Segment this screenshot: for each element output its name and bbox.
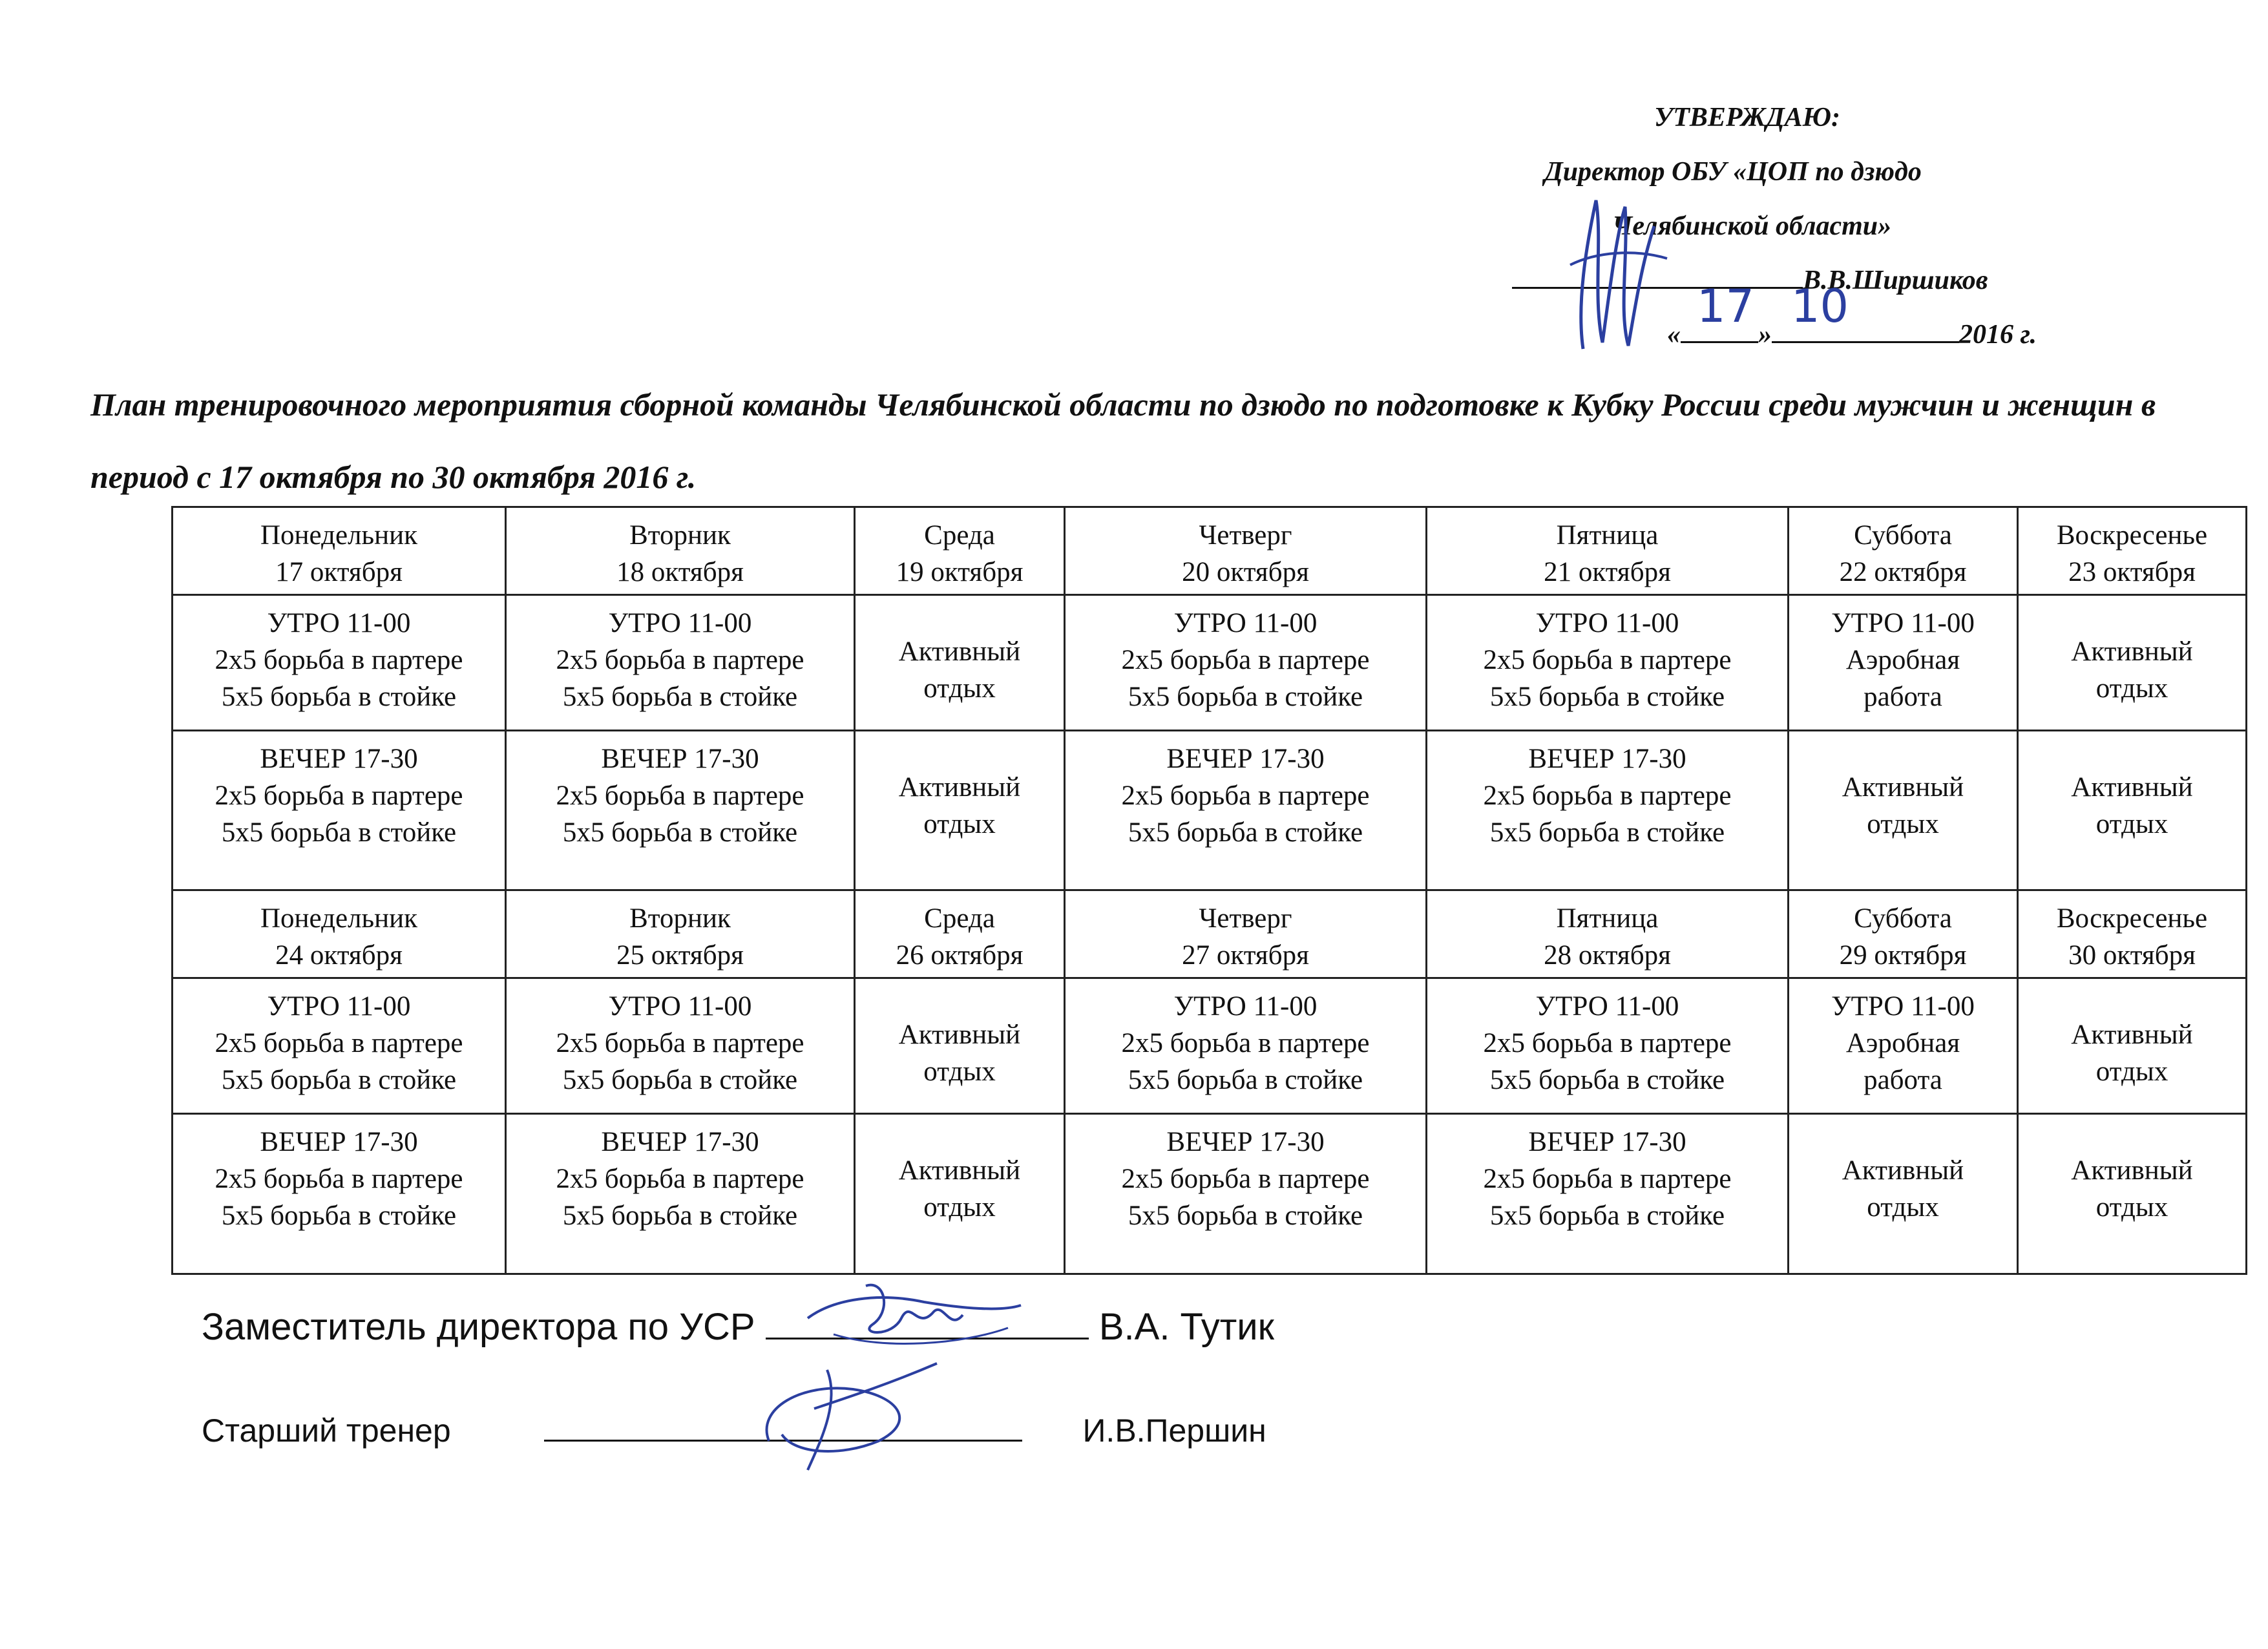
cell-line: УТРО 11-00 [267, 991, 411, 1022]
cell-line: ВЕЧЕР 17-30 [1528, 743, 1686, 774]
cell-line: 5х5 борьба в стойке [562, 1201, 798, 1232]
evening-session-row [173, 730, 2247, 890]
cell-line: 5х5 борьба в стойке [1489, 817, 1725, 848]
cell-line: 2х5 борьба в партере [1121, 1028, 1370, 1059]
cell-line: ВЕЧЕР 17-30 [601, 1127, 759, 1158]
day-name: Суббота [1854, 520, 1952, 551]
evening-session-cell [855, 1114, 1065, 1274]
cell-line: 5х5 борьба в стойке [562, 1065, 798, 1096]
evening-session-cell [506, 1114, 855, 1274]
evening-session-cell [855, 730, 1065, 890]
cell-line: 2х5 борьба в партере [1121, 1164, 1370, 1195]
cell-line: 2х5 борьба в партере [1121, 780, 1370, 811]
day-header-cell [2018, 890, 2247, 978]
evening-session-cell [1065, 1114, 1427, 1274]
cell-line: 5х5 борьба в стойке [562, 681, 798, 712]
day-header-cell [855, 507, 1065, 595]
cell-line: 5х5 борьба в стойке [221, 817, 457, 848]
cell-line: Активный [2071, 772, 2193, 803]
approval-title: УТВЕРЖДАЮ: [1654, 103, 1840, 132]
cell-line: отдых [1867, 1192, 1939, 1223]
morning-session-cell [2018, 978, 2247, 1114]
morning-session-cell [2018, 594, 2247, 730]
day-name: Пятница [1556, 520, 1659, 551]
plan-title: План тренировочного мероприятия сборной команды Челябинской области по дзюдо по подготовке к Кубку России среди мужчин и женщин в период с 17 октября по 30 октября 2016 г. [90, 386, 2156, 495]
cell-line: УТРО 11-00 [1535, 991, 1679, 1022]
cell-line: отдых [2095, 1192, 2168, 1223]
morning-session-cell [855, 594, 1065, 730]
day-name: Пятница [1556, 903, 1659, 934]
cell-line: Активный [898, 1155, 1021, 1186]
morning-session-cell [1789, 594, 2018, 730]
cell-line: 5х5 борьба в стойке [1489, 681, 1725, 712]
approval-position-line1: Директор ОБУ «ЦОП по дзюдо [1544, 157, 1922, 187]
morning-session-cell [506, 594, 855, 730]
cell-line: 5х5 борьба в стойке [221, 681, 457, 712]
day-date: 17 октября [275, 557, 403, 587]
cell-line: УТРО 11-00 [1535, 607, 1679, 638]
deputy-signature-line [202, 1305, 1274, 1349]
cell-line: 2х5 борьба в партере [1483, 1164, 1732, 1195]
cell-line: отдых [923, 1056, 996, 1087]
cell-line: Активный [2071, 1155, 2193, 1186]
evening-session-cell [173, 1114, 506, 1274]
day-date: 22 октября [1839, 557, 1967, 587]
cell-line: УТРО 11-00 [1831, 991, 1975, 1022]
cell-line: 5х5 борьба в стойке [1489, 1201, 1725, 1232]
morning-session-cell [855, 978, 1065, 1114]
cell-line: 2х5 борьба в партере [215, 644, 463, 675]
cell-line: Активный [2071, 636, 2193, 667]
morning-session-cell [1427, 594, 1789, 730]
cell-line: 2х5 борьба в партере [215, 1164, 463, 1195]
evening-session-cell [2018, 730, 2247, 890]
day-header-cell [506, 507, 855, 595]
evening-session-cell [1789, 730, 2018, 890]
morning-session-row [173, 594, 2247, 730]
day-name: Суббота [1854, 903, 1952, 934]
day-header-cell [855, 890, 1065, 978]
cell-line: 2х5 борьба в партере [215, 1028, 463, 1059]
morning-session-cell [1789, 978, 2018, 1114]
cell-line: 2х5 борьба в партере [556, 1028, 804, 1059]
day-date: 27 октября [1182, 940, 1309, 971]
cell-line: 5х5 борьба в стойке [562, 817, 798, 848]
cell-line: 5х5 борьба в стойке [1128, 1065, 1363, 1096]
cell-line: Аэробная [1845, 1028, 1960, 1059]
day-date: 18 октября [616, 557, 744, 587]
cell-line: ВЕЧЕР 17-30 [1166, 743, 1325, 774]
schedule-table [171, 506, 2247, 1275]
day-header-cell [1065, 507, 1427, 595]
day-date: 29 октября [1839, 940, 1967, 971]
day-header-cell [1427, 890, 1789, 978]
evening-session-row [173, 1114, 2247, 1274]
day-name: Четверг [1199, 903, 1292, 934]
cell-line: УТРО 11-00 [267, 607, 411, 638]
day-date: 21 октября [1544, 557, 1671, 587]
director-signature [1557, 187, 1674, 355]
cell-line: УТРО 11-00 [608, 607, 752, 638]
day-header-cell [1789, 890, 2018, 978]
day-date: 30 октября [2068, 940, 2196, 971]
day-header-cell [1065, 890, 1427, 978]
cell-line: Аэробная [1845, 644, 1960, 675]
date-day-blank [1681, 280, 1758, 343]
cell-line: 2х5 борьба в партере [556, 1164, 804, 1195]
evening-session-cell [506, 730, 855, 890]
week-header-row [173, 890, 2247, 978]
day-header-cell [173, 890, 506, 978]
cell-line: работа [1864, 1065, 1942, 1096]
cell-line: отдых [923, 673, 996, 704]
date-year: 2016 г. [1959, 320, 2037, 350]
morning-session-cell [1065, 978, 1427, 1114]
cell-line: Активный [1842, 1155, 1964, 1186]
day-name: Вторник [629, 520, 731, 551]
day-date: 23 октября [2068, 557, 2196, 587]
date-day-handwritten: 17 [1697, 280, 1755, 333]
day-name: Воскресенье [2056, 903, 2208, 934]
day-header-cell [1789, 507, 2018, 595]
day-date: 25 октября [616, 940, 744, 971]
cell-line: отдых [923, 808, 996, 839]
day-header-cell [2018, 507, 2247, 595]
day-header-cell [1427, 507, 1789, 595]
cell-line: ВЕЧЕР 17-30 [601, 743, 759, 774]
day-name: Понедельник [260, 520, 418, 551]
cell-line: УТРО 11-00 [1173, 991, 1318, 1022]
deputy-name: В.А. Тутик [1098, 1306, 1275, 1348]
cell-line: 2х5 борьба в партере [215, 780, 463, 811]
cell-line: Активный [898, 1020, 1021, 1051]
cell-line: УТРО 11-00 [1831, 607, 1975, 638]
day-date: 19 октября [896, 557, 1024, 587]
cell-line: Активный [898, 636, 1021, 667]
cell-line: отдых [923, 1192, 996, 1223]
evening-session-cell [2018, 1114, 2247, 1274]
cell-line: 2х5 борьба в партере [1121, 644, 1370, 675]
day-name: Четверг [1199, 520, 1292, 551]
day-date: 24 октября [275, 940, 403, 971]
cell-line: 2х5 борьба в партере [556, 780, 804, 811]
day-date: 28 октября [1544, 940, 1671, 971]
cell-line: 5х5 борьба в стойке [221, 1065, 457, 1096]
date-quote-open: « [1667, 320, 1681, 350]
evening-session-cell [1065, 730, 1427, 890]
day-name: Понедельник [260, 903, 418, 934]
morning-session-cell [173, 978, 506, 1114]
cell-line: ВЕЧЕР 17-30 [260, 743, 418, 774]
date-month-handwritten: 10 [1791, 280, 1849, 333]
day-name: Среда [924, 903, 995, 934]
cell-line: Активный [1842, 772, 1964, 803]
cell-line: отдых [1867, 808, 1939, 839]
cell-line: 2х5 борьба в партере [1483, 1028, 1732, 1059]
morning-session-cell [506, 978, 855, 1114]
morning-session-row [173, 978, 2247, 1114]
cell-line: отдых [2095, 1056, 2168, 1087]
day-date: 20 октября [1182, 557, 1309, 587]
cell-line: 5х5 борьба в стойке [1489, 1065, 1725, 1096]
cell-line: ВЕЧЕР 17-30 [260, 1127, 418, 1158]
morning-session-cell [173, 594, 506, 730]
morning-session-cell [1427, 978, 1789, 1114]
coach-signature [743, 1344, 963, 1473]
cell-line: 5х5 борьба в стойке [1128, 1201, 1363, 1232]
cell-line: Активный [2071, 1020, 2193, 1051]
date-quote-close: » [1758, 320, 1772, 350]
deputy-label: Заместитель директора по УСР [202, 1306, 755, 1348]
day-header-cell [506, 890, 855, 978]
day-name: Среда [924, 520, 995, 551]
day-name: Вторник [629, 903, 731, 934]
approval-signatory: В.В.Ширшиков [1803, 266, 1988, 295]
cell-line: 2х5 борьба в партере [556, 644, 804, 675]
evening-session-cell [1427, 730, 1789, 890]
cell-line: отдых [2095, 808, 2168, 839]
cell-line: 5х5 борьба в стойке [1128, 681, 1363, 712]
evening-session-cell [1427, 1114, 1789, 1274]
evening-session-cell [1789, 1114, 2018, 1274]
cell-line: 5х5 борьба в стойке [1128, 817, 1363, 848]
morning-session-cell [1065, 594, 1427, 730]
coach-name: И.В.Першин [1082, 1413, 1266, 1449]
day-date: 26 октября [896, 940, 1024, 971]
cell-line: Активный [898, 772, 1021, 803]
cell-line: работа [1864, 681, 1942, 712]
cell-line: отдых [2095, 673, 2168, 704]
cell-line: 2х5 борьба в партере [1483, 780, 1732, 811]
cell-line: УТРО 11-00 [1173, 607, 1318, 638]
day-name: Воскресенье [2056, 520, 2208, 551]
cell-line: ВЕЧЕР 17-30 [1528, 1127, 1686, 1158]
cell-line: 5х5 борьба в стойке [221, 1201, 457, 1232]
coach-label: Старший тренер [202, 1413, 451, 1449]
cell-line: ВЕЧЕР 17-30 [1166, 1127, 1325, 1158]
date-month-blank [1772, 280, 1959, 343]
cell-line: 2х5 борьба в партере [1483, 644, 1732, 675]
coach-signature-line [202, 1412, 1266, 1449]
approval-position-line2: Челябинской области» [1612, 211, 1892, 241]
cell-line: УТРО 11-00 [608, 991, 752, 1022]
week-header-row [173, 507, 2247, 595]
day-header-cell [173, 507, 506, 595]
evening-session-cell [173, 730, 506, 890]
